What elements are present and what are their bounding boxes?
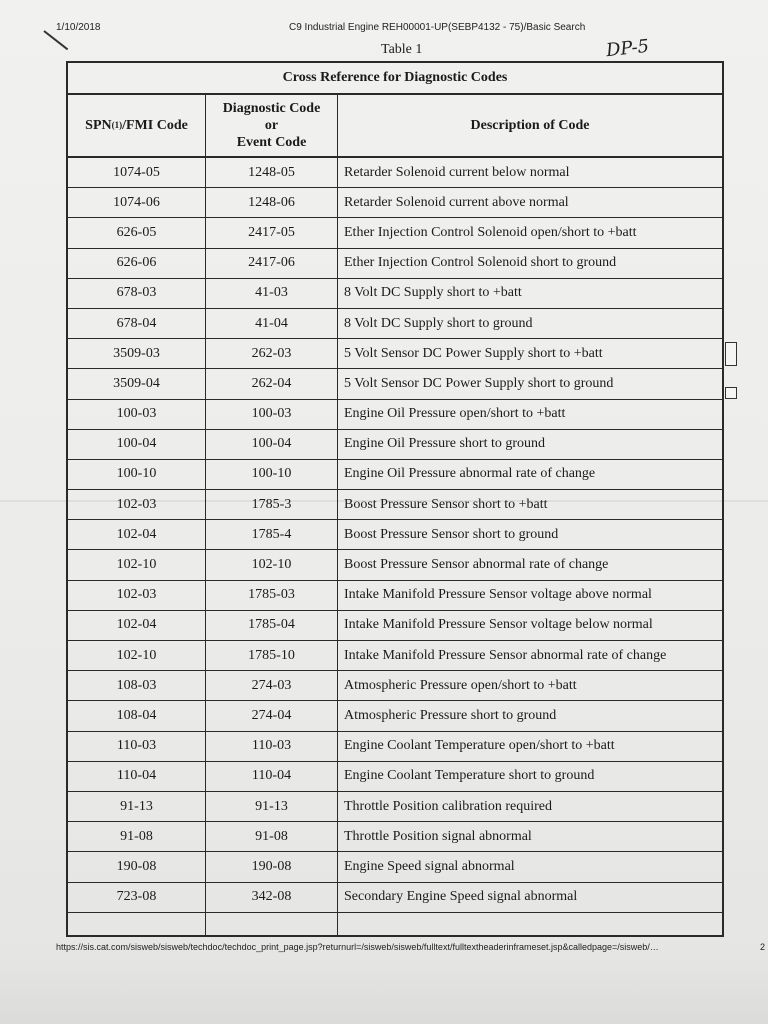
description-cell: Engine Speed signal abnormal	[344, 858, 515, 874]
table-row	[68, 520, 722, 550]
spn-fmi-cell: 100-03	[68, 400, 206, 429]
diagnostic-code-cell: 41-04	[206, 309, 338, 338]
diagnostic-code-cell: 190-08	[206, 852, 338, 881]
description-cell: Engine Oil Pressure open/short to +batt	[344, 406, 566, 422]
description-cell: Engine Oil Pressure short to ground	[344, 436, 546, 452]
diagnostic-code-cell: 274-03	[206, 671, 338, 700]
spn-fmi-cell: 3509-03	[68, 339, 206, 368]
spn-fmi-cell: 110-04	[68, 762, 206, 791]
table-caption: Cross Reference for Diagnostic Codes	[68, 63, 722, 95]
diagnostic-code-cell: 342-08	[206, 883, 338, 912]
spn-fmi-cell: 108-04	[68, 701, 206, 730]
description-cell: 8 Volt DC Supply short to ground	[344, 315, 533, 331]
header-spn-fmi	[68, 95, 206, 156]
spn-fmi-cell: 110-03	[68, 732, 206, 761]
blank-cell	[338, 913, 722, 935]
header-diag-line1: Diagnostic Code	[222, 101, 321, 116]
blank-cell	[68, 913, 206, 935]
diagnostic-code-cell: 1785-3	[206, 490, 338, 519]
table-row	[68, 701, 722, 731]
diagnostic-code-cell: 100-10	[206, 460, 338, 489]
scan-shadow	[0, 955, 768, 1024]
spn-fmi-cell: 91-13	[68, 792, 206, 821]
spn-fmi-cell: 626-05	[68, 218, 206, 247]
diagnostic-code-cell: 262-04	[206, 369, 338, 398]
spn-fmi-cell: 100-10	[68, 460, 206, 489]
table-row	[68, 550, 722, 580]
table-row	[68, 249, 722, 279]
diagnostic-code-cell: 262-03	[206, 339, 338, 368]
description-cell: 5 Volt Sensor DC Power Supply short to ground	[344, 375, 614, 391]
table-row	[68, 158, 722, 188]
print-title: C9 Industrial Engine REH00001-UP(SEBP4132 - 75)/Basic Search	[289, 22, 586, 33]
table-row	[68, 279, 722, 309]
description-cell: Retarder Solenoid current above normal	[344, 194, 569, 210]
diagnostic-code-cell: 1785-04	[206, 611, 338, 640]
footer-url: https://sis.cat.com/sisweb/sisweb/techdoc/techdoc_print_page.jsp?returnurl=/sisweb/sisweb/fulltext/fulltextheaderinframeset.jsp&calledpage=/sisweb/…	[56, 942, 659, 952]
diagnostic-code-cell: 91-13	[206, 792, 338, 821]
table-row	[68, 883, 722, 913]
table-row	[68, 822, 722, 852]
description-cell: Intake Manifold Pressure Sensor voltage below normal	[344, 617, 653, 633]
handwritten-note: DP-5	[605, 35, 651, 62]
header-description: Description of Code	[470, 118, 590, 133]
diagnostic-code-cell: 1785-4	[206, 520, 338, 549]
table-row	[68, 188, 722, 218]
description-cell: Engine Oil Pressure abnormal rate of change	[344, 466, 596, 482]
margin-checkbox[interactable]	[725, 342, 737, 366]
spn-fmi-cell: 102-03	[68, 581, 206, 610]
spn-fmi-cell: 3509-04	[68, 369, 206, 398]
description-cell: Secondary Engine Speed signal abnormal	[344, 889, 578, 905]
description-cell: Boost Pressure Sensor abnormal rate of change	[344, 557, 609, 573]
spn-fmi-cell: 1074-05	[68, 158, 206, 187]
spn-fmi-cell: 102-10	[68, 641, 206, 670]
spn-fmi-cell: 190-08	[68, 852, 206, 881]
spn-fmi-cell: 678-04	[68, 309, 206, 338]
table-header-row	[68, 95, 722, 158]
spn-fmi-cell: 723-08	[68, 883, 206, 912]
diagnostic-code-cell: 100-04	[206, 430, 338, 459]
spn-fmi-cell: 102-03	[68, 490, 206, 519]
description-cell: 8 Volt DC Supply short to +batt	[344, 285, 522, 301]
description-cell: Intake Manifold Pressure Sensor abnormal rate of change	[344, 647, 667, 663]
table-row	[68, 732, 722, 762]
spn-fmi-cell: 1074-06	[68, 188, 206, 217]
diagnostic-code-cell: 102-10	[206, 550, 338, 579]
spn-fmi-cell: 102-04	[68, 520, 206, 549]
diagnostic-code-cell: 110-03	[206, 732, 338, 761]
diagnostic-code-cell: 2417-06	[206, 249, 338, 278]
table-row	[68, 218, 722, 248]
description-cell: Boost Pressure Sensor short to ground	[344, 526, 559, 542]
spn-fmi-cell: 91-08	[68, 822, 206, 851]
diagnostic-code-cell: 2417-05	[206, 218, 338, 247]
diagnostic-code-cell: 110-04	[206, 762, 338, 791]
diagnostic-code-cell: 1785-03	[206, 581, 338, 610]
description-cell: Boost Pressure Sensor short to +batt	[344, 496, 548, 512]
spn-fmi-cell: 626-06	[68, 249, 206, 278]
margin-checkbox[interactable]	[725, 387, 737, 399]
diagnostic-code-table	[66, 61, 724, 937]
diagnostic-code-cell: 1248-05	[206, 158, 338, 187]
description-cell: Engine Coolant Temperature short to ground	[344, 768, 595, 784]
table-row-partial	[68, 913, 722, 935]
spn-fmi-cell: 678-03	[68, 279, 206, 308]
description-cell: Retarder Solenoid current below normal	[344, 164, 570, 180]
header-diagnostic-code	[206, 95, 338, 156]
blank-cell	[206, 913, 338, 935]
table-row	[68, 430, 722, 460]
table-row	[68, 400, 722, 430]
description-cell: Intake Manifold Pressure Sensor voltage above normal	[344, 587, 652, 603]
table-row	[68, 611, 722, 641]
table-row	[68, 762, 722, 792]
table-row	[68, 581, 722, 611]
spn-fmi-cell: 102-10	[68, 550, 206, 579]
diagnostic-code-cell: 100-03	[206, 400, 338, 429]
print-date: 1/10/2018	[56, 22, 101, 33]
description-cell: Atmospheric Pressure open/short to +batt	[344, 677, 577, 693]
header-diag-line2: or	[264, 118, 279, 133]
description-cell: Engine Coolant Temperature open/short to +batt	[344, 738, 615, 754]
header-spn-text: SPN	[85, 118, 112, 133]
table-body	[68, 158, 722, 913]
diagnostic-code-cell: 1785-10	[206, 641, 338, 670]
table-row	[68, 792, 722, 822]
table-row	[68, 852, 722, 882]
table-row	[68, 460, 722, 490]
table-row	[68, 339, 722, 369]
spn-fmi-cell: 100-04	[68, 430, 206, 459]
spn-fmi-cell: 108-03	[68, 671, 206, 700]
description-cell: Atmospheric Pressure short to ground	[344, 707, 557, 723]
table-row	[68, 369, 722, 399]
spn-fmi-cell: 102-04	[68, 611, 206, 640]
diagnostic-code-cell: 274-04	[206, 701, 338, 730]
table-row	[68, 641, 722, 671]
diagnostic-code-cell: 1248-06	[206, 188, 338, 217]
header-footnote-marker: (1)	[111, 120, 123, 130]
header-diag-line3: Event Code	[236, 135, 307, 150]
header-fmi-text: /FMI Code	[122, 118, 188, 133]
description-cell: Throttle Position signal abnormal	[344, 828, 532, 844]
table-row	[68, 671, 722, 701]
table-row	[68, 309, 722, 339]
description-cell: Ether Injection Control Solenoid open/short to +batt	[344, 224, 637, 240]
table-label: Table 1	[381, 42, 423, 57]
table-row	[68, 490, 722, 520]
diagnostic-code-cell: 41-03	[206, 279, 338, 308]
pen-mark	[43, 30, 68, 50]
description-cell: Throttle Position calibration required	[344, 798, 553, 814]
description-cell: 5 Volt Sensor DC Power Supply short to +batt	[344, 345, 603, 361]
description-cell: Ether Injection Control Solenoid short to ground	[344, 255, 617, 271]
footer-page-number: 2	[760, 942, 766, 952]
diagnostic-code-cell: 91-08	[206, 822, 338, 851]
